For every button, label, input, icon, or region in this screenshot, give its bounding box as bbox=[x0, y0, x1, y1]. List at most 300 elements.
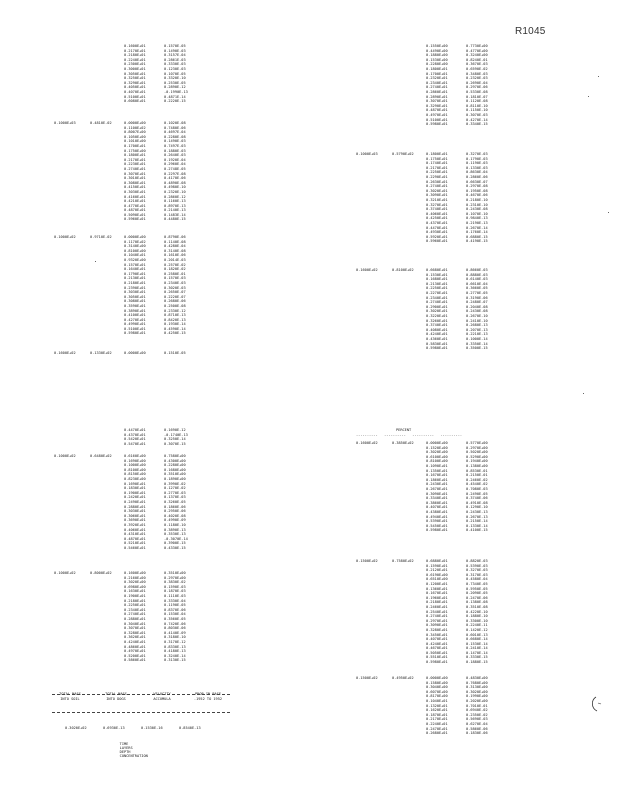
table-cell: 0.2970E-06 bbox=[466, 85, 488, 90]
table-cell: 0.2220E-15 bbox=[164, 99, 186, 104]
table-cell: 0.3020E+01 bbox=[426, 309, 448, 314]
table-cell: 0.1750E+00 bbox=[124, 148, 146, 153]
table-cell: 0.2290E+01 bbox=[426, 174, 448, 179]
table-cell: 0.3140E+00 bbox=[124, 244, 146, 249]
table-cell: 0.5020E+00 bbox=[466, 450, 488, 455]
table-cell: 0.1500E+02 bbox=[356, 559, 378, 563]
summary-header-2: TOTAL MASS INTO DOGS bbox=[105, 692, 127, 701]
table-cell: 0.2460E+01 bbox=[426, 604, 448, 609]
table-cell: 0.7420E-06 bbox=[164, 621, 186, 626]
table-cell: 0.2860E-12 bbox=[164, 194, 186, 199]
table-cell: 0.4870E+01 bbox=[426, 108, 448, 113]
table-cell: 0.8007E+00 bbox=[124, 130, 146, 135]
data-block-b1 bbox=[356, 44, 506, 127]
table-cell: 0.1530E-04 bbox=[164, 612, 186, 617]
table-cell: 0.1670E+01 bbox=[426, 473, 448, 478]
table-cell: 0.1800E+01 bbox=[426, 152, 448, 156]
table-cell: 0.7580E+02 bbox=[392, 559, 414, 563]
table-cell: 0.2320E+01 bbox=[426, 76, 448, 81]
table-cell: 0.2180E+01 bbox=[426, 600, 448, 605]
table-cell: 0.5330E-08 bbox=[466, 89, 488, 94]
table-cell: 0.3530E-13 bbox=[164, 532, 186, 537]
table-cell: 0.4970E+01 bbox=[426, 112, 448, 117]
table-cell: 0.4220E-10 bbox=[466, 609, 488, 614]
table-cell: 0.1320E+01 bbox=[426, 703, 448, 708]
table-cell: 0.4930E+01 bbox=[426, 230, 448, 235]
table-cell: 0.3480E-03 bbox=[466, 71, 488, 76]
table-cell: 0.1290E-10 bbox=[466, 505, 488, 510]
table-cell: 0.1380E+00 bbox=[466, 463, 488, 468]
table-cell: 0.2970E-08 bbox=[466, 184, 488, 189]
table-cell: 0.1700E+01 bbox=[124, 143, 146, 148]
table-cell: 0.4670E-06 bbox=[466, 193, 488, 198]
table-cell: 0.1820E-02 bbox=[164, 267, 186, 272]
table-cell: 0.6080E+01 bbox=[124, 99, 146, 104]
table-cell: 0.9710E-02 bbox=[90, 235, 112, 239]
table-cell: 0.5690E-03 bbox=[466, 717, 488, 722]
table-row bbox=[356, 122, 506, 127]
table-cell: 0.3250E+01 bbox=[124, 76, 146, 81]
table-cell: 0.1100E+02 bbox=[124, 125, 146, 130]
table-cell: 0.0000E+00 bbox=[124, 235, 146, 239]
table-cell: 0.3170E-12 bbox=[164, 639, 186, 644]
table-cell: 0.2861E-03 bbox=[164, 57, 186, 62]
table-cell: 0.3560E-05 bbox=[164, 616, 186, 621]
table-cell: 0.1530E+01 bbox=[426, 272, 448, 277]
table-cell: 0.1590E-03 bbox=[164, 584, 186, 589]
table-cell: 0.3020E+01 bbox=[426, 188, 448, 193]
table-cell: 0.5470E+01 bbox=[124, 441, 146, 446]
table-cell: 0.1140E-08 bbox=[164, 239, 186, 244]
table-cell: 0.1740E+01 bbox=[426, 161, 448, 166]
table-cell: 0.1600E+00 bbox=[124, 571, 146, 575]
table-cell: 0.2040E-08 bbox=[466, 304, 488, 309]
table-cell: 0.4300E+00 bbox=[164, 458, 186, 463]
table-row bbox=[54, 217, 204, 222]
table-cell: 0.4280E-04 bbox=[164, 244, 186, 249]
table-cell: 0.2740E+01 bbox=[124, 166, 146, 171]
table-cell: 0.1950E-08 bbox=[466, 188, 488, 193]
table-row bbox=[54, 658, 204, 663]
table-row bbox=[356, 239, 506, 244]
table-cell: 0.2390E+01 bbox=[124, 285, 146, 290]
table-cell: 0.3510E+00 bbox=[164, 571, 186, 575]
table-cell: 0.1600E+02 bbox=[356, 441, 378, 445]
table-cell: 0.5090E+01 bbox=[124, 212, 146, 217]
table-cell: 0.1900E+01 bbox=[124, 490, 146, 495]
table-cell: 0.4590E-14 bbox=[164, 326, 186, 331]
table-cell: 0.4150E+01 bbox=[124, 185, 146, 190]
table-row bbox=[356, 528, 506, 533]
table-cell: 0.3080E+01 bbox=[124, 180, 146, 185]
table-cell: 0.3020E+00 bbox=[124, 580, 146, 585]
table-cell: 0.3090E+01 bbox=[426, 491, 448, 496]
table-cell: 0.3330E-03 bbox=[164, 62, 186, 67]
table-cell: 0.3090E+01 bbox=[426, 193, 448, 198]
table-cell: 0.3350E-14 bbox=[466, 341, 488, 346]
table-cell: 0.4950E+02 bbox=[392, 676, 414, 680]
table-cell: 0.2240E+01 bbox=[426, 721, 448, 726]
table-cell: 0.4980E-10 bbox=[164, 185, 186, 190]
table-cell: 0.4210E+01 bbox=[124, 199, 146, 204]
table-cell: 0.2250E+01 bbox=[124, 603, 146, 608]
table-cell: 0.2150E-14 bbox=[466, 519, 488, 524]
scan-speck bbox=[588, 96, 589, 97]
table-cell: 0.1700E+01 bbox=[426, 71, 448, 76]
table-cell: 0.3070E+01 bbox=[124, 626, 146, 631]
table-cell: 0.6940E-02 bbox=[466, 708, 488, 713]
table-cell: 0.6980E+00 bbox=[124, 584, 146, 589]
table-cell: 0.2280E+00 bbox=[426, 62, 448, 67]
table-cell: 0.1000E+00 bbox=[124, 463, 146, 468]
table-cell: 0.3890E+01 bbox=[124, 308, 146, 313]
table-cell: 0.1600E+01 bbox=[124, 44, 146, 48]
table-cell: 0.4160E+01 bbox=[124, 194, 146, 199]
table-cell: 0.2490E-05 bbox=[466, 491, 488, 496]
table-cell: 0.1000E+03 bbox=[356, 152, 378, 156]
table-cell: 0.7480E-06 bbox=[164, 125, 186, 130]
scan-speck bbox=[608, 212, 609, 213]
table-cell: 0.2680E-06 bbox=[164, 299, 186, 304]
table-cell: 0.1880E-15 bbox=[466, 660, 488, 665]
table-cell: 0.4470E+01 bbox=[426, 225, 448, 230]
data-block-a2 bbox=[54, 121, 204, 222]
data-block-d2 bbox=[356, 559, 506, 665]
table-cell: 0.3250E-14 bbox=[164, 437, 186, 442]
table-cell: 0.2490E+01 bbox=[124, 499, 146, 504]
table-cell: 0.3510E+00 bbox=[164, 472, 186, 477]
data-block-d1 bbox=[356, 441, 506, 533]
table-cell: 0.3130E+00 bbox=[466, 685, 488, 690]
table-cell: 0.2480E-07 bbox=[466, 300, 488, 305]
table-cell: 0.2530E-05 bbox=[164, 80, 186, 85]
table-cell: 0.1640E+01 bbox=[124, 267, 146, 272]
table-cell: 0.2250E+01 bbox=[426, 286, 448, 291]
table-cell: 0.3280E+01 bbox=[426, 627, 448, 632]
table-cell: 0.5980E+01 bbox=[426, 528, 448, 533]
table-cell: 0.1490E-03 bbox=[164, 48, 186, 53]
table-cell: 0.5980E+01 bbox=[426, 660, 448, 665]
table-cell: 0.8420E-13 bbox=[164, 317, 186, 322]
table-cell: 0.1020E-08 bbox=[164, 121, 186, 125]
percent-header-rule: ---------- ---------- ---------- ---------- bbox=[356, 433, 463, 437]
table-cell: 0.2900E+01 bbox=[426, 304, 448, 309]
table-cell: 0.6160E+00 bbox=[124, 454, 146, 458]
table-cell: 0.3660E-05 bbox=[466, 286, 488, 291]
table-cell: 0.1860E-06 bbox=[164, 504, 186, 509]
table-cell: 0.2950E-06 bbox=[164, 509, 186, 514]
table-cell: 0.1750E+01 bbox=[426, 156, 448, 161]
table-cell: 0.1040E+01 bbox=[426, 698, 448, 703]
table-cell: 0.3010E+01 bbox=[124, 176, 146, 181]
table-cell: 0.4871E-14 bbox=[164, 94, 186, 99]
table-cell: 0.1590E+01 bbox=[426, 563, 448, 568]
table-cell: 0.8790E-06 bbox=[164, 235, 186, 239]
table-cell: 0.2190E-13 bbox=[466, 220, 488, 225]
table-cell: 0.1000E+02 bbox=[54, 454, 76, 458]
table-cell: 0.3040E+00 bbox=[426, 685, 448, 690]
footer-label-depth: DEPTH bbox=[119, 750, 131, 754]
table-cell: 0.0000E+00 bbox=[426, 676, 448, 680]
document-id: R1045 bbox=[515, 26, 546, 37]
table-cell: 0.2240E+01 bbox=[124, 57, 146, 62]
table-cell: 0.1000E+02 bbox=[54, 235, 76, 239]
table-cell: 0.3130E-15 bbox=[164, 658, 186, 663]
table-cell: 0.3320E-10 bbox=[164, 76, 186, 81]
table-cell: 0.5390E-03 bbox=[466, 563, 488, 568]
table-cell: 0.3920E+01 bbox=[124, 522, 146, 527]
table-cell: 0.1090E+01 bbox=[426, 463, 448, 468]
table-cell: 0.2160E+00 bbox=[124, 575, 146, 580]
table-cell: 0.1530E+00 bbox=[426, 57, 448, 62]
table-cell: 0.4670E+01 bbox=[426, 646, 448, 651]
table-cell: 0.3330E-04 bbox=[164, 598, 186, 603]
table-cell: 0.4140E-09 bbox=[164, 630, 186, 635]
table-cell: 0.2770E-03 bbox=[164, 490, 186, 495]
table-cell: 0.2410E-14 bbox=[466, 646, 488, 651]
table-cell: 0.4990E-09 bbox=[164, 518, 186, 523]
table-cell: 0.4100E+01 bbox=[124, 313, 146, 318]
data-block-c3 bbox=[54, 571, 204, 663]
table-cell: 0.2640E-03 bbox=[164, 153, 186, 158]
table-cell: 0.5860E-06 bbox=[466, 726, 488, 731]
table-cell: 0.2330E-12 bbox=[164, 308, 186, 313]
table-cell: 0.2170E+01 bbox=[124, 48, 146, 53]
table-cell: 0.3210E+01 bbox=[426, 197, 448, 202]
table-cell: 0.4240E+01 bbox=[426, 332, 448, 337]
table-cell: 0.1120E-08 bbox=[466, 99, 488, 104]
table-cell: 0.1600E+02 bbox=[356, 268, 378, 272]
table-cell: 0.1940E+00 bbox=[466, 459, 488, 464]
table-cell: 0.8000E+02 bbox=[90, 571, 112, 575]
table-cell: 0.4180E-13 bbox=[164, 649, 186, 654]
table-cell: 0.2430E-08 bbox=[466, 309, 488, 314]
table-cell: 0.4070E+01 bbox=[426, 637, 448, 642]
table-cell: 0.2150E-01 bbox=[466, 473, 488, 478]
table-cell: 0.4360E+01 bbox=[426, 336, 448, 341]
table-cell: 0.4990E+01 bbox=[124, 322, 146, 327]
table-cell: 0.1610E-06 bbox=[164, 253, 186, 258]
table-cell: 0.2748E-05 bbox=[164, 166, 186, 171]
table-cell: 0.2180E-10 bbox=[466, 197, 488, 202]
table-cell: 0.1000E+03 bbox=[54, 121, 76, 125]
table-cell: 0.6680E+01 bbox=[426, 268, 448, 272]
table-cell: 0.8230E+00 bbox=[124, 476, 146, 481]
table-cell: 0.3990E-02 bbox=[164, 481, 186, 486]
table-row bbox=[54, 331, 204, 336]
table-cell: 0.6480E+02 bbox=[90, 454, 112, 458]
summary-header-4: PROB IN BASE -1952 TO 1952 bbox=[193, 692, 223, 701]
table-cell: 0.3850E+02 bbox=[392, 441, 414, 445]
table-cell: 0.2740E+01 bbox=[426, 85, 448, 90]
table-row bbox=[54, 351, 204, 356]
data-block-c1 bbox=[54, 428, 204, 446]
table-cell: 0.2120E+01 bbox=[426, 568, 448, 573]
table-cell: 0.2890E+01 bbox=[426, 94, 448, 99]
table-cell: 0.2540E+01 bbox=[426, 609, 448, 614]
table-cell: 0.7010E-01 bbox=[466, 703, 488, 708]
table-cell: 0.3510E-08 bbox=[466, 604, 488, 609]
table-cell: 0.2090E-05 bbox=[466, 591, 488, 596]
table-cell: 0.5980E+01 bbox=[124, 331, 146, 336]
table-cell: 0.3450E+01 bbox=[426, 632, 448, 637]
table-cell: 0.5200E+01 bbox=[124, 653, 146, 658]
table-cell: 0.4910E-08 bbox=[466, 500, 488, 505]
table-cell: 0.2180E+01 bbox=[124, 53, 146, 58]
table-cell: 0.2670E+01 bbox=[426, 486, 448, 491]
table-cell: 0.2210E-13 bbox=[466, 332, 488, 337]
table-cell: 0.1350E+01 bbox=[426, 468, 448, 473]
table-cell: 0.2280E+00 bbox=[164, 463, 186, 468]
table-cell: 0.8100E+00 bbox=[124, 248, 146, 253]
table-cell: 0.4830E+00 bbox=[466, 676, 488, 680]
table-cell: 0.2140E-13 bbox=[164, 208, 186, 213]
table-cell: 0.1800E+01 bbox=[124, 153, 146, 158]
table-cell: 0.1380E-08 bbox=[466, 600, 488, 605]
table-cell: 0.4310E+01 bbox=[124, 532, 146, 537]
table-cell: 0.1670E+01 bbox=[426, 591, 448, 596]
table-cell: 0.3260E+01 bbox=[426, 318, 448, 323]
table-cell: 0.5100E+01 bbox=[426, 117, 448, 122]
footer-label-concentration: CONCENTRATION bbox=[119, 754, 148, 758]
table-cell: 0.6100E+00 bbox=[426, 454, 448, 459]
table-cell: 0.8330E-13 bbox=[164, 644, 186, 649]
table-cell: 0.3270E-03 bbox=[466, 568, 488, 573]
table-cell: 0.8370E-06 bbox=[164, 607, 186, 612]
table-cell: 0.5920E+01 bbox=[426, 234, 448, 239]
table-cell: 0.1190E-03 bbox=[466, 161, 488, 166]
table-cell: 0.1580E+00 bbox=[426, 680, 448, 685]
table-cell: 0.3157E-04 bbox=[164, 53, 186, 58]
table-cell: 0.1010E+00 bbox=[124, 139, 146, 144]
table-cell: 0.3060E+01 bbox=[124, 513, 146, 518]
table-cell: 0.1530E-14 bbox=[466, 641, 488, 646]
table-cell: 0.1570E-03 bbox=[164, 276, 186, 281]
table-cell: 0.1510E-05 bbox=[164, 351, 186, 355]
table-cell: 0.3300E-10 bbox=[466, 618, 488, 623]
table-cell: 0.2430E-13 bbox=[466, 509, 488, 514]
table-cell: 0.8110E-10 bbox=[466, 103, 488, 108]
table-cell: 0.1600E+02 bbox=[54, 351, 76, 355]
table-cell: 0.2310E-10 bbox=[466, 202, 488, 207]
table-cell: 0.8660E-03 bbox=[466, 268, 488, 272]
table-cell: 0.4330E-15 bbox=[164, 545, 186, 550]
table-cell: 0.3020E+00 bbox=[466, 689, 488, 694]
table-cell: 0.3500E-15 bbox=[466, 346, 488, 351]
table-cell: 0.1330E-03 bbox=[466, 165, 488, 170]
table-cell: 0.1483E-14 bbox=[164, 212, 186, 217]
table-cell: 0.2340E-03 bbox=[164, 280, 186, 285]
summary-rule-top bbox=[52, 694, 230, 695]
table-cell: 0.2270E+01 bbox=[426, 290, 448, 295]
table-cell: 0.4940E+01 bbox=[426, 514, 448, 519]
table-cell: 0.8630E-04 bbox=[466, 170, 488, 175]
summary-header-1: TOTAL MASS INTO SOIL bbox=[59, 692, 81, 701]
table-cell: 0.2570E-02 bbox=[164, 262, 186, 267]
table-cell: 0.1570E+01 bbox=[124, 262, 146, 267]
table-cell: 0.5450E+01 bbox=[426, 523, 448, 528]
table-cell: 0.2420E+01 bbox=[124, 495, 146, 500]
table-cell: 0.1860E+01 bbox=[426, 477, 448, 482]
table-cell: 0.3090E+01 bbox=[426, 623, 448, 628]
table-cell: 0.6140E-03 bbox=[466, 277, 488, 282]
table-cell: 0.3260E-05 bbox=[164, 499, 186, 504]
table-cell: 0.2014E-03 bbox=[164, 257, 186, 262]
table-cell: 0.6010E-13 bbox=[466, 632, 488, 637]
data-block-a4 bbox=[54, 351, 204, 356]
table-cell: 0.8100E+00 bbox=[426, 459, 448, 464]
table-cell: 0.3070E-15 bbox=[164, 441, 186, 446]
table-cell: 0.2880E+01 bbox=[124, 616, 146, 621]
table-cell: 0.4770E+00 bbox=[466, 48, 488, 53]
table-cell: 0.4240E+01 bbox=[426, 641, 448, 646]
table-cell: 0.6880E-15 bbox=[466, 234, 488, 239]
table-cell: 0.8240E-01 bbox=[466, 57, 488, 62]
table-cell: 0.2670E-10 bbox=[466, 313, 488, 318]
table-cell: 0.3020E+00 bbox=[426, 450, 448, 455]
table-cell: 0.0000E+00 bbox=[124, 351, 146, 355]
table-cell: 0.1920E-04 bbox=[164, 157, 186, 162]
table-cell: 0.2470E+01 bbox=[426, 726, 448, 731]
table-cell: 0.4060E+01 bbox=[426, 211, 448, 216]
table-cell: 0.2630E+01 bbox=[426, 179, 448, 184]
table-cell: 0.4370E+01 bbox=[426, 220, 448, 225]
summary-value-4: 0.8540E-13 bbox=[178, 725, 201, 730]
table-cell: 0.1890E+00 bbox=[164, 476, 186, 481]
table-cell: 0.2220E-07 bbox=[164, 294, 186, 299]
table-cell: 0.9840E-13 bbox=[466, 216, 488, 221]
table-cell: 0.3270E+01 bbox=[426, 202, 448, 207]
table-cell: 0.5290E+00 bbox=[466, 454, 488, 459]
table-cell: 0.5790E+02 bbox=[392, 152, 414, 156]
table-cell: 0.5050E+01 bbox=[426, 650, 448, 655]
summary-header-3: VELOCITY ACCUMULA bbox=[153, 692, 171, 701]
table-row bbox=[54, 546, 204, 551]
table-cell: 0.2860E-06 bbox=[466, 174, 488, 179]
table-cell: 0.4170E-06 bbox=[164, 176, 186, 181]
table-cell: 0.1070E-10 bbox=[466, 211, 488, 216]
table-cell: 0.2020E+00 bbox=[466, 698, 488, 703]
table-cell: 0.1190E-05 bbox=[164, 603, 186, 608]
table-cell: 0.7580E+00 bbox=[164, 454, 186, 458]
table-cell: 0.3900E-15 bbox=[164, 541, 186, 546]
table-cell: 0.0000E+00 bbox=[124, 121, 146, 125]
table-cell: 0.4060E+01 bbox=[124, 527, 146, 532]
table-row bbox=[54, 442, 204, 447]
table-cell: 0.8970E-13 bbox=[164, 203, 186, 208]
table-cell: 0.4870E+01 bbox=[124, 208, 146, 213]
table-cell: 0.1270E-02 bbox=[164, 486, 186, 491]
table-cell: 0.2250E+01 bbox=[426, 170, 448, 175]
table-cell: 0.3590E+01 bbox=[124, 303, 146, 308]
table-cell: 0.1070E-05 bbox=[164, 71, 186, 76]
table-cell: 0.2970E+00 bbox=[466, 445, 488, 450]
table-cell: 0.2960E-04 bbox=[164, 162, 186, 167]
table-cell: 0.3620E+01 bbox=[124, 635, 146, 640]
table-cell: 0.7497E-03 bbox=[164, 143, 186, 148]
table-cell: 0.4860E+01 bbox=[124, 644, 146, 649]
table-cell: 0.2740E+01 bbox=[124, 612, 146, 617]
table-cell: 0.5830E+01 bbox=[426, 341, 448, 346]
table-cell: 0.7080E-03 bbox=[466, 486, 488, 491]
table-cell: 0.2740E+01 bbox=[426, 300, 448, 305]
table-cell: 0.3340E-15 bbox=[466, 122, 488, 127]
table-cell: 0.3190E-06 bbox=[466, 295, 488, 300]
table-cell: 0.7340E-05 bbox=[466, 581, 488, 586]
table-cell: 0.3330E-15 bbox=[466, 655, 488, 660]
table-cell: -0.1990E-13 bbox=[164, 89, 188, 94]
table-cell: 0.3070E-03 bbox=[466, 112, 488, 117]
